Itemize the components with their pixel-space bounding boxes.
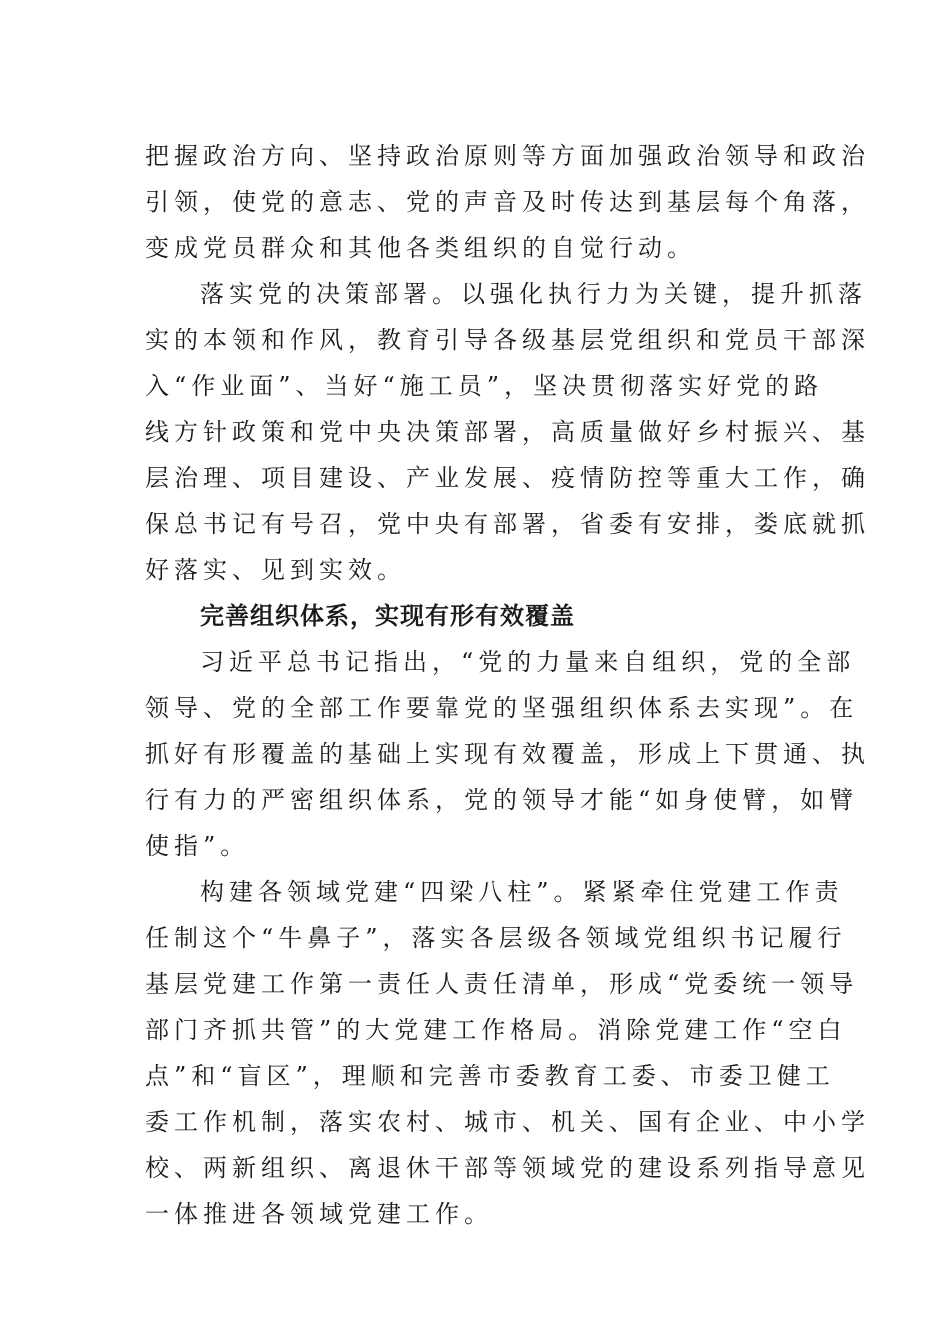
text-line: 领导、党的全部工作要靠党的坚强组织体系去实现”。在 [145, 694, 859, 722]
text-line: 落实党的决策部署。以强化执行力为关键，提升抓落 [200, 280, 867, 308]
text-line: 委工作机制，落实农村、城市、机关、国有企业、中小学 [145, 1108, 870, 1136]
text-line: 行有力的严密组织体系，党的领导才能“如身使臂，如臂 [145, 786, 859, 814]
paragraph-party-building [145, 869, 870, 1237]
text-line: 把握政治方向、坚持政治原则等方面加强政治领导和政治 [145, 142, 870, 170]
text-line: 变成党员群众和其他各类组织的自觉行动。 [145, 234, 696, 262]
paragraph-organization-system [145, 639, 870, 869]
text-line: 线方针政策和党中央决策部署，高质量做好乡村振兴、基 [145, 418, 870, 446]
document-body [145, 133, 870, 1237]
text-line: 构建各领域党建“四梁八柱”。紧紧牵住党建工作责 [200, 878, 844, 906]
section-heading: 完善组织体系，实现有形有效覆盖 [200, 602, 575, 630]
text-line: 抓好有形覆盖的基础上实现有效覆盖，形成上下贯通、执 [145, 740, 870, 768]
paragraph-political-leadership [145, 133, 870, 271]
text-line: 校、两新组织、离退休干部等领域党的建设系列指导意见 [145, 1154, 870, 1182]
text-line: 入“作业面”、当好“施工员”，坚决贯彻落实好党的路 [145, 372, 824, 400]
text-line: 层治理、项目建设、产业发展、疫情防控等重大工作，确 [145, 464, 870, 492]
text-line: 引领，使党的意志、党的声音及时传达到基层每个角落， [145, 188, 870, 216]
text-line: 习近平总书记指出，“党的力量来自组织，党的全部 [200, 648, 856, 676]
text-line: 点”和“盲区”，理顺和完善市委教育工委、市委卫健工 [145, 1062, 835, 1090]
text-line: 一体推进各领域党建工作。 [145, 1200, 493, 1228]
text-line: 使指”。 [145, 832, 250, 860]
text-line: 任制这个“牛鼻子”，落实各层级各领域党组织书记履行 [145, 924, 847, 952]
text-line: 实的本领和作风，教育引导各级基层党组织和党员干部深 [145, 326, 870, 354]
text-line: 部门齐抓共管”的大党建工作格局。消除党建工作“空白 [145, 1016, 847, 1044]
paragraph-implement-decisions [145, 271, 870, 593]
text-line: 好落实、见到实效。 [145, 556, 406, 584]
text-line: 保总书记有号召，党中央有部署，省委有安排，娄底就抓 [145, 510, 870, 538]
text-line: 基层党建工作第一责任人责任清单，形成“党委统一领导 [145, 970, 859, 998]
